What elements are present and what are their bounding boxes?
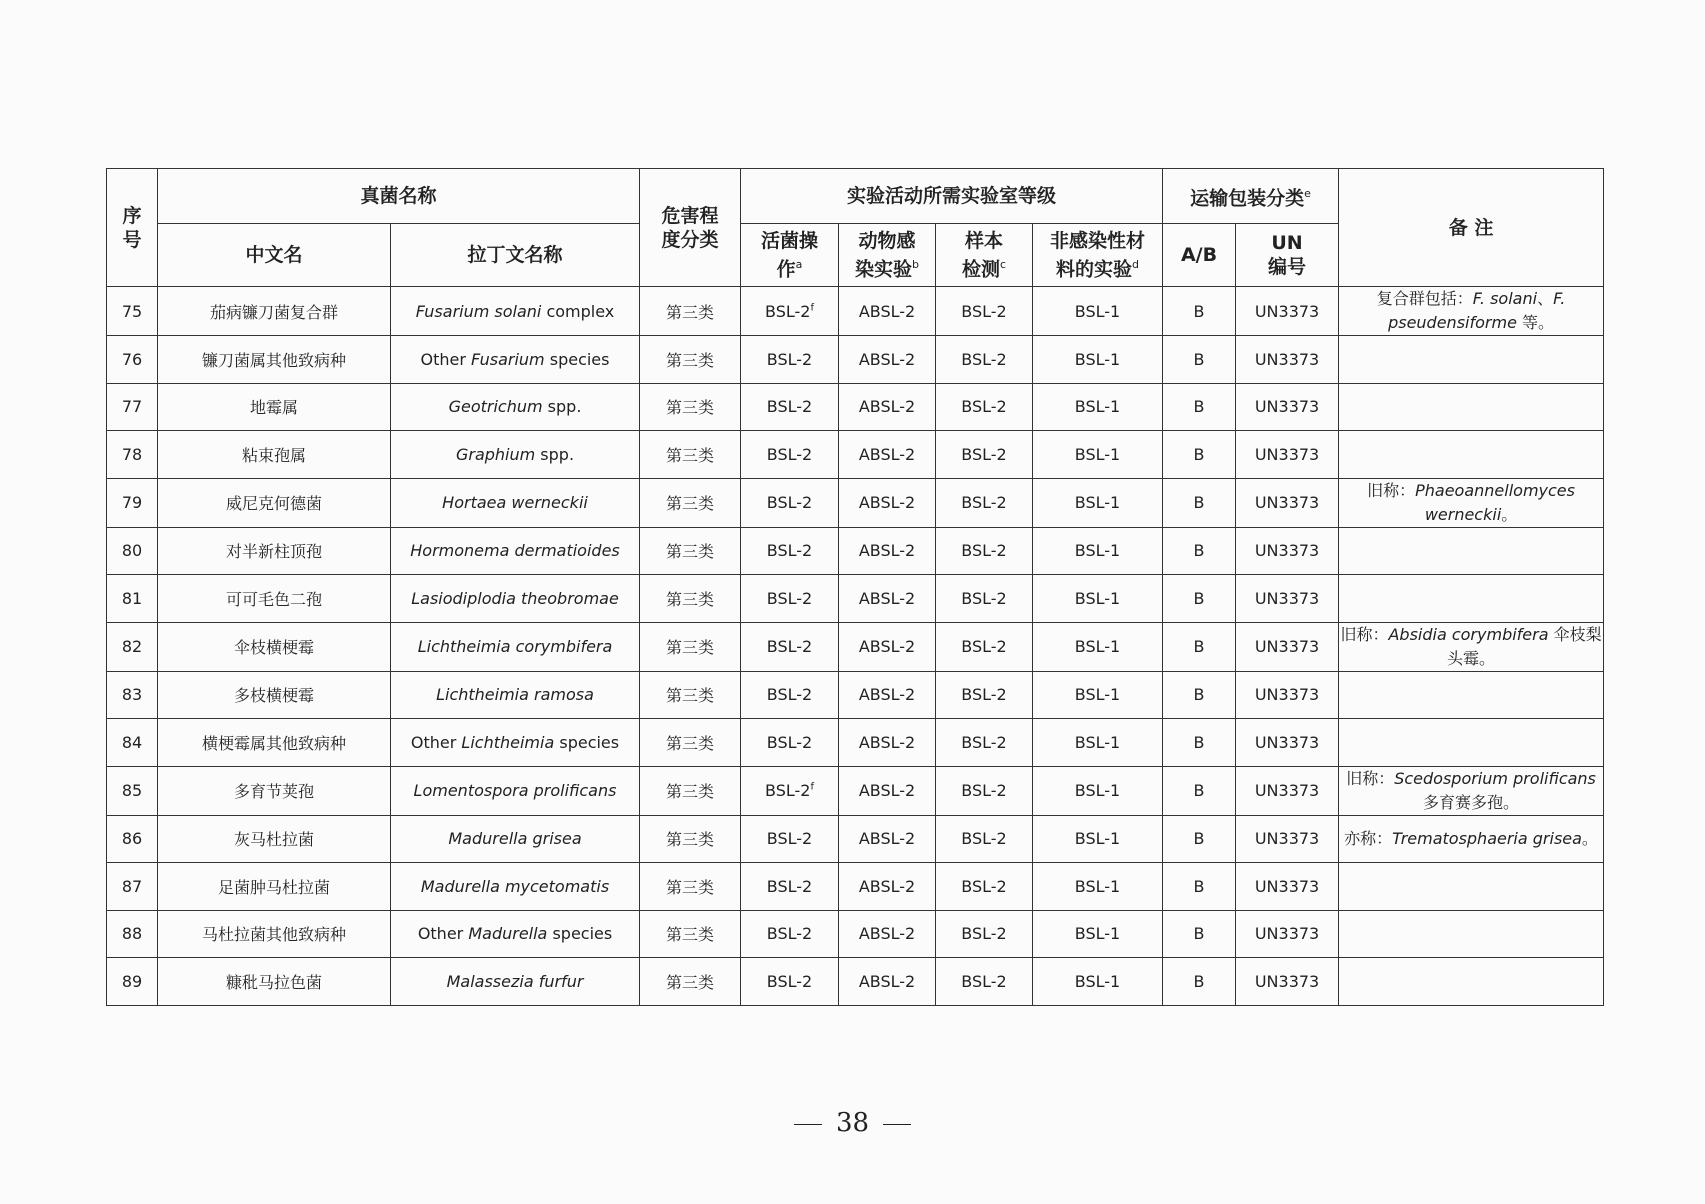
- sample-level: BSL-2: [936, 863, 1033, 911]
- sample-level: BSL-2: [936, 910, 1033, 958]
- animal-level: ABSL-2: [839, 622, 936, 671]
- row-number: 83: [107, 671, 158, 719]
- chinese-name: 伞枝横梗霉: [158, 622, 391, 671]
- header-sample: 样本检测$^c$: [936, 224, 1033, 287]
- table-row: [107, 575, 1604, 623]
- un-number: UN3373: [1236, 815, 1339, 863]
- table-row: [107, 431, 1604, 479]
- sample-level: BSL-2: [936, 719, 1033, 767]
- table-row: [107, 766, 1604, 815]
- un-number: UN3373: [1236, 575, 1339, 623]
- table-row: [107, 863, 1604, 911]
- animal-level: ABSL-2: [839, 527, 936, 575]
- header-animal: 动物感染实验$^b$: [839, 224, 936, 287]
- latin-name: Lomentospora prolificans: [391, 766, 640, 815]
- row-number: 78: [107, 431, 158, 479]
- animal-level: ABSL-2: [839, 719, 936, 767]
- live-op-level: BSL-2: [741, 431, 839, 479]
- table-row: [107, 383, 1604, 431]
- remarks: 亦称：Trematosphaeria grisea。: [1339, 815, 1604, 863]
- sample-level: BSL-2: [936, 622, 1033, 671]
- fungi-table: [106, 168, 1604, 1006]
- remarks: [1339, 671, 1604, 719]
- row-number: 81: [107, 575, 158, 623]
- un-number: UN3373: [1236, 910, 1339, 958]
- remarks: [1339, 336, 1604, 384]
- chinese-name: 多枝横梗霉: [158, 671, 391, 719]
- noninfect-level: BSL-1: [1033, 766, 1163, 815]
- chinese-name: 镰刀菌属其他致病种: [158, 336, 391, 384]
- transport-ab: B: [1163, 671, 1236, 719]
- animal-level: ABSL-2: [839, 383, 936, 431]
- header-un: UN编号: [1236, 224, 1339, 287]
- noninfect-level: BSL-1: [1033, 383, 1163, 431]
- latin-name: Graphium spp.: [391, 431, 640, 479]
- hazard-category: 第三类: [640, 478, 741, 527]
- row-number: 76: [107, 336, 158, 384]
- live-op-level: BSL-2: [741, 863, 839, 911]
- header-lab-level: 实验活动所需实验室等级: [741, 169, 1163, 224]
- sample-level: BSL-2: [936, 431, 1033, 479]
- remarks: [1339, 527, 1604, 575]
- table-header: [107, 169, 1604, 287]
- table-row: [107, 478, 1604, 527]
- latin-name: Lichtheimia ramosa: [391, 671, 640, 719]
- noninfect-level: BSL-1: [1033, 622, 1163, 671]
- sample-level: BSL-2: [936, 958, 1033, 1006]
- chinese-name: 足菌肿马杜拉菌: [158, 863, 391, 911]
- noninfect-level: BSL-1: [1033, 287, 1163, 336]
- chinese-name: 茄病镰刀菌复合群: [158, 287, 391, 336]
- chinese-name: 地霉属: [158, 383, 391, 431]
- transport-ab: B: [1163, 478, 1236, 527]
- row-number: 84: [107, 719, 158, 767]
- transport-ab: B: [1163, 910, 1236, 958]
- animal-level: ABSL-2: [839, 431, 936, 479]
- noninfect-level: BSL-1: [1033, 671, 1163, 719]
- hazard-category: 第三类: [640, 958, 741, 1006]
- animal-level: ABSL-2: [839, 478, 936, 527]
- hazard-category: 第三类: [640, 863, 741, 911]
- header-remarks: 备 注: [1339, 169, 1604, 287]
- row-number: 85: [107, 766, 158, 815]
- chinese-name: 糠秕马拉色菌: [158, 958, 391, 1006]
- row-number: 88: [107, 910, 158, 958]
- latin-name: Other Madurella species: [391, 910, 640, 958]
- animal-level: ABSL-2: [839, 766, 936, 815]
- table-row: [107, 958, 1604, 1006]
- latin-name: Geotrichum spp.: [391, 383, 640, 431]
- transport-ab: B: [1163, 287, 1236, 336]
- remarks: [1339, 719, 1604, 767]
- hazard-category: 第三类: [640, 622, 741, 671]
- latin-name: Hormonema dermatioides: [391, 527, 640, 575]
- transport-ab: B: [1163, 815, 1236, 863]
- latin-name: Madurella grisea: [391, 815, 640, 863]
- chinese-name: 多育节荚孢: [158, 766, 391, 815]
- hazard-category: 第三类: [640, 719, 741, 767]
- header-hazard: 危害程度分类: [640, 169, 741, 287]
- table-row: [107, 287, 1604, 336]
- hazard-category: 第三类: [640, 815, 741, 863]
- hazard-category: 第三类: [640, 431, 741, 479]
- latin-name: Other Fusarium species: [391, 336, 640, 384]
- noninfect-level: BSL-1: [1033, 478, 1163, 527]
- header-noninfect: 非感染性材料的实验$^d$: [1033, 224, 1163, 287]
- latin-name: Lichtheimia corymbifera: [391, 622, 640, 671]
- row-number: 86: [107, 815, 158, 863]
- transport-ab: B: [1163, 863, 1236, 911]
- transport-ab: B: [1163, 575, 1236, 623]
- sample-level: BSL-2: [936, 671, 1033, 719]
- remarks: [1339, 383, 1604, 431]
- table-row: [107, 336, 1604, 384]
- live-op-level: BSL-2: [741, 478, 839, 527]
- remarks: 旧称：Phaeoannellomyces werneckii。: [1339, 478, 1604, 527]
- header-transport: 运输包装分类$^e$: [1163, 169, 1339, 224]
- sample-level: BSL-2: [936, 383, 1033, 431]
- un-number: UN3373: [1236, 478, 1339, 527]
- un-number: UN3373: [1236, 527, 1339, 575]
- animal-level: ABSL-2: [839, 575, 936, 623]
- un-number: UN3373: [1236, 958, 1339, 1006]
- remarks: [1339, 431, 1604, 479]
- animal-level: ABSL-2: [839, 958, 936, 1006]
- hazard-category: 第三类: [640, 287, 741, 336]
- transport-ab: B: [1163, 958, 1236, 1006]
- chinese-name: 横梗霉属其他致病种: [158, 719, 391, 767]
- chinese-name: 马杜拉菌其他致病种: [158, 910, 391, 958]
- noninfect-level: BSL-1: [1033, 958, 1163, 1006]
- live-op-level: BSL-2: [741, 910, 839, 958]
- sample-level: BSL-2: [936, 766, 1033, 815]
- animal-level: ABSL-2: [839, 287, 936, 336]
- chinese-name: 威尼克何德菌: [158, 478, 391, 527]
- remarks: 旧称：Scedosporium prolificans 多育赛多孢。: [1339, 766, 1604, 815]
- latin-name: Madurella mycetomatis: [391, 863, 640, 911]
- noninfect-level: BSL-1: [1033, 575, 1163, 623]
- animal-level: ABSL-2: [839, 910, 936, 958]
- table-row: [107, 719, 1604, 767]
- un-number: UN3373: [1236, 671, 1339, 719]
- page-number: 38: [0, 1108, 1705, 1138]
- table-row: [107, 671, 1604, 719]
- live-op-level: BSL-2: [741, 383, 839, 431]
- un-number: UN3373: [1236, 766, 1339, 815]
- latin-name: Other Lichtheimia species: [391, 719, 640, 767]
- animal-level: ABSL-2: [839, 336, 936, 384]
- right-dash: [883, 1124, 911, 1125]
- transport-ab: B: [1163, 766, 1236, 815]
- sample-level: BSL-2: [936, 478, 1033, 527]
- sample-level: BSL-2: [936, 527, 1033, 575]
- row-number: 77: [107, 383, 158, 431]
- hazard-category: 第三类: [640, 336, 741, 384]
- chinese-name: 粘束孢属: [158, 431, 391, 479]
- header-seq: 序号: [107, 169, 158, 287]
- chinese-name: 可可毛色二孢: [158, 575, 391, 623]
- transport-ab: B: [1163, 431, 1236, 479]
- noninfect-level: BSL-1: [1033, 719, 1163, 767]
- row-number: 75: [107, 287, 158, 336]
- table-row: [107, 527, 1604, 575]
- remarks: 复合群包括：F. solani、F. pseudensiforme 等。: [1339, 287, 1604, 336]
- row-number: 89: [107, 958, 158, 1006]
- animal-level: ABSL-2: [839, 671, 936, 719]
- latin-name: Fusarium solani complex: [391, 287, 640, 336]
- noninfect-level: BSL-1: [1033, 527, 1163, 575]
- remarks: [1339, 575, 1604, 623]
- hazard-category: 第三类: [640, 671, 741, 719]
- table-row: [107, 910, 1604, 958]
- noninfect-level: BSL-1: [1033, 815, 1163, 863]
- row-number: 87: [107, 863, 158, 911]
- animal-level: ABSL-2: [839, 863, 936, 911]
- live-op-level: BSL-2$^f$: [741, 766, 839, 815]
- live-op-level: BSL-2: [741, 815, 839, 863]
- live-op-level: BSL-2: [741, 719, 839, 767]
- remarks: 旧称：Absidia corymbifera 伞枝梨头霉。: [1339, 622, 1604, 671]
- un-number: UN3373: [1236, 719, 1339, 767]
- header-fungus-name: 真菌名称: [158, 169, 640, 224]
- sample-level: BSL-2: [936, 336, 1033, 384]
- noninfect-level: BSL-1: [1033, 336, 1163, 384]
- sample-level: BSL-2: [936, 575, 1033, 623]
- un-number: UN3373: [1236, 431, 1339, 479]
- table-row: [107, 815, 1604, 863]
- hazard-category: 第三类: [640, 766, 741, 815]
- remarks: [1339, 863, 1604, 911]
- transport-ab: B: [1163, 719, 1236, 767]
- transport-ab: B: [1163, 336, 1236, 384]
- sample-level: BSL-2: [936, 815, 1033, 863]
- un-number: UN3373: [1236, 336, 1339, 384]
- transport-ab: B: [1163, 383, 1236, 431]
- header-cn-name: 中文名: [158, 224, 391, 287]
- un-number: UN3373: [1236, 622, 1339, 671]
- live-op-level: BSL-2: [741, 527, 839, 575]
- sample-level: BSL-2: [936, 287, 1033, 336]
- noninfect-level: BSL-1: [1033, 431, 1163, 479]
- hazard-category: 第三类: [640, 910, 741, 958]
- remarks: [1339, 910, 1604, 958]
- header-ab: A/B: [1163, 224, 1236, 287]
- noninfect-level: BSL-1: [1033, 863, 1163, 911]
- table-body: [107, 287, 1604, 1006]
- live-op-level: BSL-2: [741, 958, 839, 1006]
- remarks: [1339, 958, 1604, 1006]
- row-number: 79: [107, 478, 158, 527]
- live-op-level: BSL-2: [741, 575, 839, 623]
- header-live-op: 活菌操作$^a$: [741, 224, 839, 287]
- un-number: UN3373: [1236, 383, 1339, 431]
- row-number: 80: [107, 527, 158, 575]
- hazard-category: 第三类: [640, 527, 741, 575]
- transport-ab: B: [1163, 622, 1236, 671]
- latin-name: Malassezia furfur: [391, 958, 640, 1006]
- chinese-name: 对半新柱顶孢: [158, 527, 391, 575]
- left-dash: [794, 1124, 822, 1125]
- chinese-name: 灰马杜拉菌: [158, 815, 391, 863]
- un-number: UN3373: [1236, 287, 1339, 336]
- header-latin-name: 拉丁文名称: [391, 224, 640, 287]
- animal-level: ABSL-2: [839, 815, 936, 863]
- hazard-category: 第三类: [640, 383, 741, 431]
- transport-ab: B: [1163, 527, 1236, 575]
- live-op-level: BSL-2: [741, 671, 839, 719]
- noninfect-level: BSL-1: [1033, 910, 1163, 958]
- row-number: 82: [107, 622, 158, 671]
- live-op-level: BSL-2$^f$: [741, 287, 839, 336]
- hazard-category: 第三类: [640, 575, 741, 623]
- table-row: [107, 622, 1604, 671]
- latin-name: Lasiodiplodia theobromae: [391, 575, 640, 623]
- un-number: UN3373: [1236, 863, 1339, 911]
- latin-name: Hortaea werneckii: [391, 478, 640, 527]
- live-op-level: BSL-2: [741, 336, 839, 384]
- live-op-level: BSL-2: [741, 622, 839, 671]
